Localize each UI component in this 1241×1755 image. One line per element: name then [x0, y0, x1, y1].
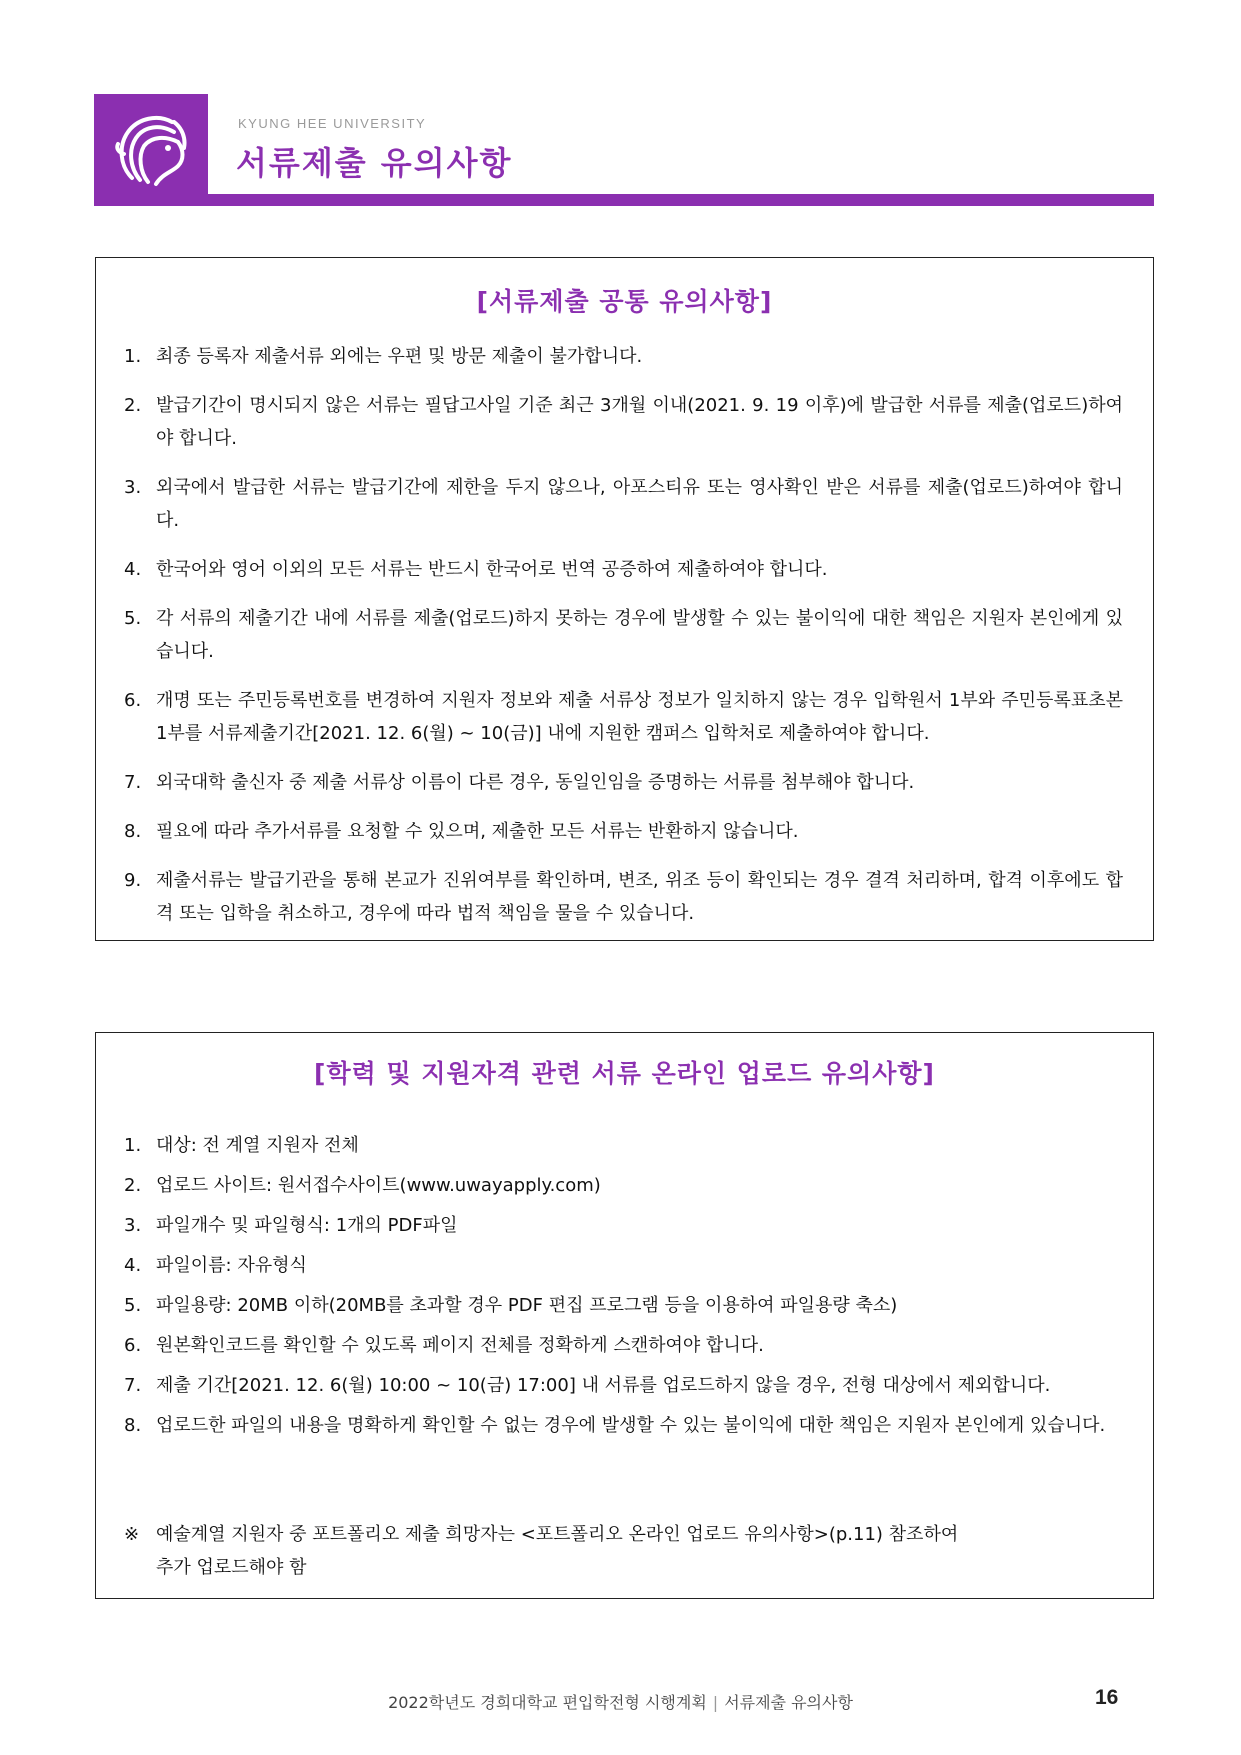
item-number: 5.	[124, 608, 142, 629]
footer-section: 서류제출 유의사항	[724, 1693, 853, 1712]
common-notes-list	[96, 340, 1153, 946]
list-item	[96, 1409, 1153, 1442]
item-text: 파일이름: 자유형식	[156, 1255, 307, 1276]
header-underline-bar	[94, 194, 1154, 206]
lion-head-icon	[112, 108, 190, 192]
item-number: 3.	[124, 477, 142, 498]
list-item	[96, 471, 1153, 537]
list-item	[96, 602, 1153, 668]
item-number: 1.	[124, 1135, 142, 1156]
list-item	[96, 815, 1153, 848]
item-text: 개명 또는 주민등록번호를 변경하여 지원자 정보와 제출 서류상 정보가 일치하지 않는 경우 입학원서 1부와 주민등록표초본 1부를 서류제출기간[2021. 12. 6(월) ~ 10(금)] 내에 지원한 캠퍼스 입학처로 제출하여야 합니다.	[156, 690, 1123, 744]
footer-separator: |	[712, 1693, 719, 1712]
item-text: 최종 등록자 제출서류 외에는 우편 및 방문 제출이 불가합니다.	[156, 346, 643, 367]
item-text: 제출서류는 발급기관을 통해 본교가 진위여부를 확인하며, 변조, 위조 등이 확인되는 경우 결격 처리하며, 합격 이후에도 합격 또는 입학을 취소하고, 경우에 따라 법적 책임을 물을 수 있습니다.	[156, 870, 1123, 924]
upload-notes-list	[96, 1129, 1153, 1449]
item-number: 2.	[124, 395, 142, 416]
list-item	[96, 766, 1153, 799]
item-text: 대상: 전 계열 지원자 전체	[156, 1135, 359, 1156]
item-text: 외국에서 발급한 서류는 발급기간에 제한을 두지 않으나, 아포스티유 또는 영사확인 받은 서류를 제출(업로드)하여야 합니다.	[156, 477, 1123, 531]
item-number: 4.	[124, 559, 142, 580]
item-number: 2.	[124, 1175, 142, 1196]
list-item	[96, 1289, 1153, 1322]
item-number: 8.	[124, 1415, 142, 1436]
portfolio-note	[124, 1518, 1124, 1584]
item-number: 9.	[124, 870, 142, 891]
item-number: 5.	[124, 1295, 142, 1316]
list-item	[96, 1329, 1153, 1362]
item-text: 원본확인코드를 확인할 수 있도록 페이지 전체를 정확하게 스캔하여야 합니다.	[156, 1335, 764, 1356]
list-item	[96, 1369, 1153, 1402]
item-number: 3.	[124, 1215, 142, 1236]
item-number: 6.	[124, 690, 142, 711]
item-number: 7.	[124, 1375, 142, 1396]
note-line-2: 추가 업로드해야 함	[156, 1557, 307, 1578]
item-text: 각 서류의 제출기간 내에 서류를 제출(업로드)하지 못하는 경우에 발생할 수 있는 불이익에 대한 책임은 지원자 본인에게 있습니다.	[156, 608, 1123, 662]
list-item	[96, 553, 1153, 586]
upload-notes-box	[95, 1032, 1154, 1599]
page-header	[94, 94, 1154, 206]
upload-notes-title: [학력 및 지원자격 관련 서류 온라인 업로드 유의사항]	[314, 1059, 935, 1088]
list-item	[96, 1209, 1153, 1242]
university-name: KYUNG HEE UNIVERSITY	[238, 116, 427, 131]
footer-doc-title: 2022학년도 경희대학교 편입학전형 시행계획	[388, 1693, 707, 1712]
list-item	[96, 1249, 1153, 1282]
item-number: 4.	[124, 1255, 142, 1276]
list-item	[96, 389, 1153, 455]
page-title: 서류제출 유의사항	[236, 144, 513, 182]
item-text: 필요에 따라 추가서류를 요청할 수 있으며, 제출한 모든 서류는 반환하지 않습니다.	[156, 821, 799, 842]
common-notes-box	[95, 257, 1154, 941]
note-line-1: 예술계열 지원자 중 포트폴리오 제출 희망자는 <포트폴리오 온라인 업로드 유의사항>(p.11) 참조하여	[156, 1524, 959, 1545]
list-item	[96, 340, 1153, 373]
list-item	[96, 1129, 1153, 1162]
list-item	[96, 864, 1153, 930]
logo-box	[94, 94, 208, 206]
common-notes-title: [서류제출 공통 유의사항]	[476, 287, 773, 316]
page-number: 16	[1095, 1686, 1119, 1709]
item-text: 업로드 사이트: 원서접수사이트(www.uwayapply.com)	[156, 1175, 601, 1196]
item-number: 6.	[124, 1335, 142, 1356]
reference-mark: ※	[124, 1524, 140, 1545]
item-number: 8.	[124, 821, 142, 842]
page-footer	[0, 1690, 1241, 1713]
item-text: 한국어와 영어 이외의 모든 서류는 반드시 한국어로 번역 공증하여 제출하여야 합니다.	[156, 559, 828, 580]
item-number: 7.	[124, 772, 142, 793]
item-text: 파일개수 및 파일형식: 1개의 PDF파일	[156, 1215, 458, 1236]
item-text: 제출 기간[2021. 12. 6(월) 10:00 ~ 10(금) 17:00] 내 서류를 업로드하지 않을 경우, 전형 대상에서 제외합니다.	[156, 1375, 1051, 1396]
item-text: 업로드한 파일의 내용을 명확하게 확인할 수 없는 경우에 발생할 수 있는 불이익에 대한 책임은 지원자 본인에게 있습니다.	[156, 1415, 1106, 1436]
item-text: 파일용량: 20MB 이하(20MB를 초과할 경우 PDF 편집 프로그램 등을 이용하여 파일용량 축소)	[156, 1295, 898, 1316]
item-text: 발급기간이 명시되지 않은 서류는 필답고사일 기준 최근 3개월 이내(2021. 9. 19 이후)에 발급한 서류를 제출(업로드)하여야 합니다.	[156, 395, 1123, 449]
list-item	[96, 1169, 1153, 1202]
list-item	[96, 684, 1153, 750]
item-number: 1.	[124, 346, 142, 367]
item-text: 외국대학 출신자 중 제출 서류상 이름이 다른 경우, 동일인임을 증명하는 서류를 첨부해야 합니다.	[156, 772, 915, 793]
